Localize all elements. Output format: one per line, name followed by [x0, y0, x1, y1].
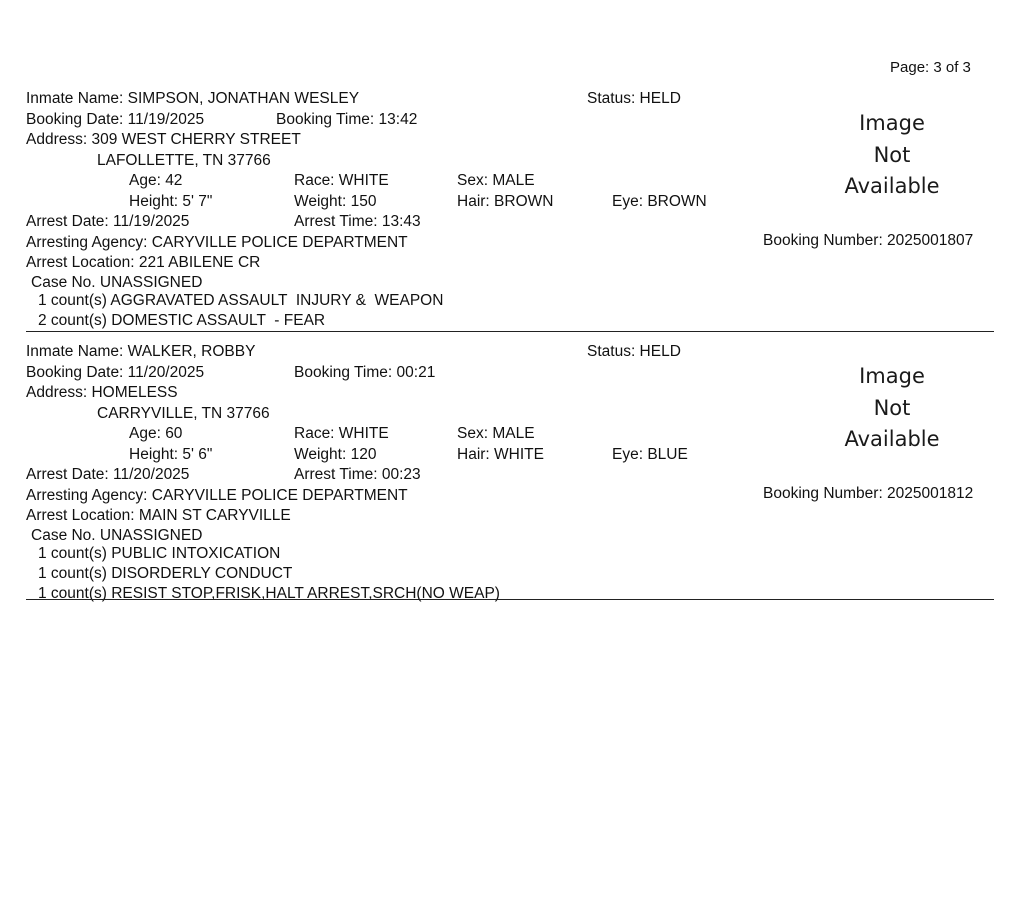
- sex: Sex: MALE: [457, 425, 535, 442]
- height: Height: 5' 6": [129, 446, 213, 463]
- arrest-location: Arrest Location: 221 ABILENE CR: [26, 254, 261, 271]
- address-line-1: Address: 309 WEST CHERRY STREET: [26, 131, 301, 148]
- arrest-date: Arrest Date: 11/20/2025: [26, 466, 190, 483]
- age: Age: 42: [129, 172, 183, 189]
- eye: Eye: BROWN: [612, 193, 707, 210]
- booking-number: Booking Number: 2025001812: [763, 485, 974, 502]
- status: Status: HELD: [587, 343, 681, 360]
- status: Status: HELD: [587, 90, 681, 107]
- hair: Hair: BROWN: [457, 193, 554, 210]
- photo-text-line: Not: [873, 395, 911, 420]
- photo-unavailable-placeholder: [810, 361, 974, 456]
- inmate-name: Inmate Name: WALKER, ROBBY: [26, 343, 256, 360]
- charge-line: 2 count(s) DOMESTIC ASSAULT - FEAR: [38, 312, 326, 329]
- arresting-agency: Arresting Agency: CARYVILLE POLICE DEPARTMENT: [26, 487, 408, 504]
- charge-line: 1 count(s) RESIST STOP,FRISK,HALT ARREST,SRCH(NO WEAP): [38, 585, 500, 602]
- address-line-1: Address: HOMELESS: [26, 384, 178, 401]
- weight: Weight: 150: [294, 193, 377, 210]
- photo-text-line: Image: [859, 364, 925, 388]
- sex: Sex: MALE: [457, 172, 535, 189]
- record-divider: [26, 599, 994, 600]
- arrest-location: Arrest Location: MAIN ST CARYVILLE: [26, 507, 291, 524]
- height: Height: 5' 7": [129, 193, 213, 210]
- address-line-2: LAFOLLETTE, TN 37766: [97, 152, 271, 169]
- photo-text-line: Available: [844, 174, 940, 198]
- hair: Hair: WHITE: [457, 446, 544, 463]
- booking-date: Booking Date: 11/19/2025: [26, 111, 205, 128]
- case-number: Case No. UNASSIGNED: [31, 274, 203, 291]
- inmate-record: [0, 0, 1024, 329]
- arrest-time: Arrest Time: 13:43: [294, 213, 421, 230]
- address-line-2: CARRYVILLE, TN 37766: [97, 405, 270, 422]
- photo-text-line: Image: [859, 111, 925, 135]
- case-number: Case No. UNASSIGNED: [31, 527, 203, 544]
- inmate-name: Inmate Name: SIMPSON, JONATHAN WESLEY: [26, 90, 360, 107]
- weight: Weight: 120: [294, 446, 377, 463]
- photo-text-line: Available: [844, 427, 940, 451]
- booking-time: Booking Time: 00:21: [294, 364, 436, 381]
- booking-time: Booking Time: 13:42: [276, 111, 418, 128]
- arresting-agency: Arresting Agency: CARYVILLE POLICE DEPARTMENT: [26, 234, 408, 251]
- race: Race: WHITE: [294, 425, 389, 442]
- age: Age: 60: [129, 425, 183, 442]
- charge-line: 1 count(s) DISORDERLY CONDUCT: [38, 565, 293, 582]
- inmate-record: [0, 253, 1024, 602]
- booking-number: Booking Number: 2025001807: [763, 232, 974, 249]
- booking-date: Booking Date: 11/20/2025: [26, 364, 205, 381]
- charge-line: 1 count(s) PUBLIC INTOXICATION: [38, 545, 281, 562]
- photo-text-line: Not: [873, 142, 911, 167]
- eye: Eye: BLUE: [612, 446, 688, 463]
- page-number: Page: 3 of 3: [890, 59, 971, 76]
- charge-line: 1 count(s) AGGRAVATED ASSAULT INJURY & WEAPON: [38, 292, 444, 309]
- race: Race: WHITE: [294, 172, 389, 189]
- arrest-time: Arrest Time: 00:23: [294, 466, 421, 483]
- arrest-date: Arrest Date: 11/19/2025: [26, 213, 190, 230]
- photo-unavailable-placeholder: [810, 108, 974, 203]
